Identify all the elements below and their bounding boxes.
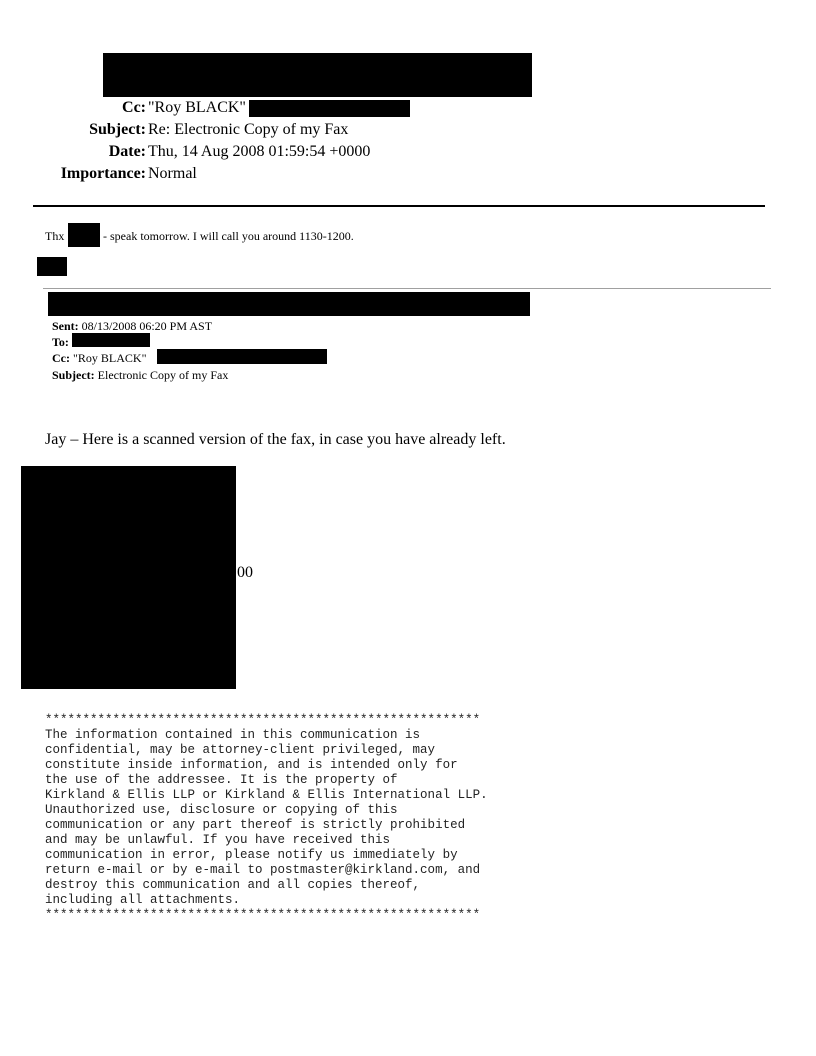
quoted-sent-label: Sent:	[52, 319, 79, 333]
header-cc-value: "Roy BLACK"	[148, 99, 246, 116]
disclaimer-line: communication or any part thereof is strictly prohibited	[45, 818, 466, 832]
disclaimer-line: including all attachments.	[45, 893, 241, 907]
disclaimer-line: **********************************************************	[45, 713, 481, 727]
redaction-quoted-from	[48, 292, 530, 316]
disclaimer-line: Unauthorized use, disclosure or copying of this	[45, 803, 398, 817]
redaction-block-top	[103, 53, 532, 97]
quoted-body: Jay – Here is a scanned version of the fax, in case you have already left.	[45, 431, 506, 448]
quoted-sent-value: 08/13/2008 06:20 PM AST	[81, 319, 213, 333]
disclaimer-line: communication in error, please notify us immediately by	[45, 848, 458, 862]
quoted-to-row	[52, 335, 69, 350]
quoted-sent-row	[52, 319, 212, 334]
header-cc-label: Cc:	[122, 99, 146, 116]
header-importance-label: Importance:	[60, 165, 146, 182]
header-subject-value: Re: Electronic Copy of my Fax	[148, 121, 349, 138]
disclaimer-line: the use of the addressee. It is the property of	[45, 773, 398, 787]
legal-disclaimer	[45, 713, 488, 923]
redaction-reply-name	[68, 223, 100, 247]
quoted-cc-label: Cc:	[52, 351, 70, 365]
redaction-quoted-to	[72, 333, 150, 347]
redaction-quoted-cc-email	[157, 349, 327, 364]
quoted-subject-label: Subject:	[52, 368, 95, 382]
reply-text: - speak tomorrow. I will call you around 1130-1200.	[103, 229, 354, 243]
disclaimer-line: Kirkland & Ellis LLP or Kirkland & Ellis International LLP.	[45, 788, 488, 802]
redaction-signature	[37, 257, 67, 276]
quoted-to-label: To:	[52, 335, 69, 349]
disclaimer-line: constitute inside information, and is intended only for	[45, 758, 458, 772]
quoted-divider	[43, 288, 771, 289]
header-date-label: Date:	[108, 143, 146, 160]
redaction-attachment-block	[21, 466, 236, 689]
header-subject-label: Subject:	[89, 121, 146, 138]
quoted-cc-value: "Roy BLACK"	[73, 351, 147, 365]
reply-greeting: Thx	[45, 229, 65, 243]
header-divider	[33, 205, 765, 207]
quoted-subject-row	[52, 368, 228, 383]
disclaimer-line: and may be unlawful. If you have received this	[45, 833, 391, 847]
disclaimer-line: **********************************************************	[45, 908, 481, 922]
header-importance-value: Normal	[148, 165, 197, 182]
quoted-cc-row	[52, 351, 146, 366]
disclaimer-line: confidential, may be attorney-client privileged, may	[45, 743, 436, 757]
disclaimer-line: destroy this communication and all copies thereof,	[45, 878, 421, 892]
disclaimer-line: The information contained in this communication is	[45, 728, 421, 742]
header-date-value: Thu, 14 Aug 2008 01:59:54 +0000	[148, 143, 371, 160]
quoted-fragment: 00	[237, 564, 253, 581]
redaction-cc-email	[249, 100, 410, 117]
disclaimer-line: return e-mail or by e-mail to postmaster@kirkland.com, and	[45, 863, 481, 877]
quoted-subject-value: Electronic Copy of my Fax	[97, 368, 229, 382]
